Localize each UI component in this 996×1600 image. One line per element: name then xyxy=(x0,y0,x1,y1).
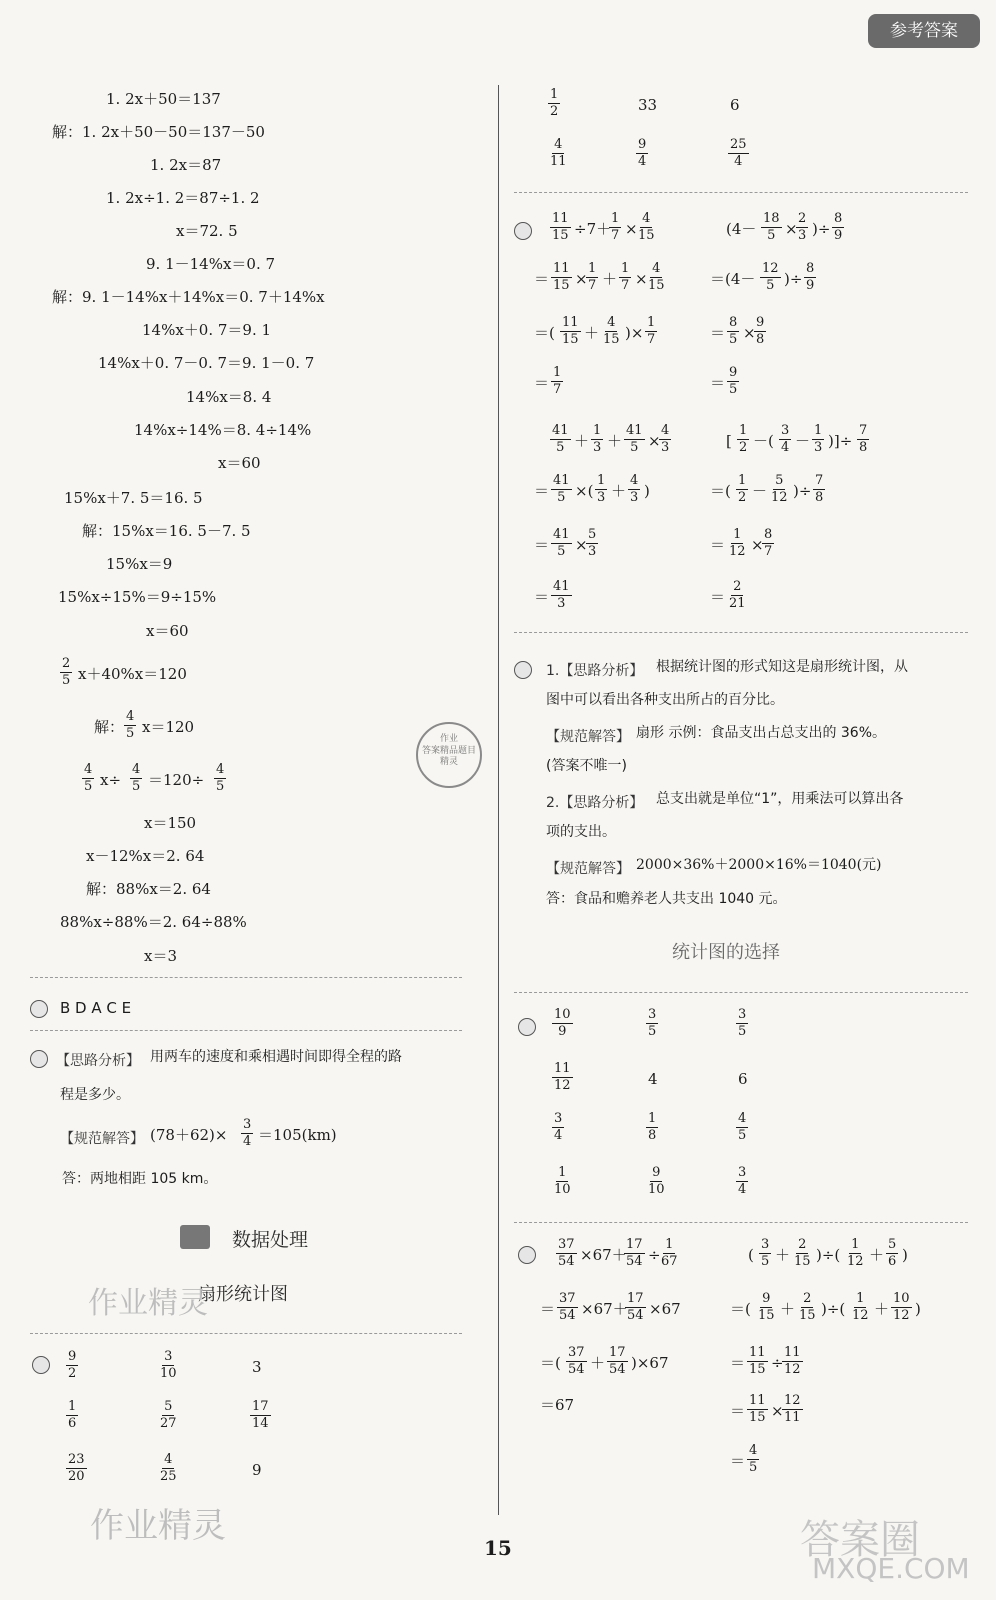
question-number-icon xyxy=(514,661,532,679)
fraction: $\frac{4}{5}$ xyxy=(216,762,225,794)
fraction: $\frac{5}{27}$ xyxy=(160,1399,177,1431)
answer-label: 【规范解答】 xyxy=(546,861,630,877)
column-divider xyxy=(498,85,499,1515)
fraction: $\frac{1}{2}$ xyxy=(738,473,747,505)
expression-text: × xyxy=(771,1402,784,1420)
fraction: $\frac{9}{8}$ xyxy=(756,315,765,347)
answer-label: 【规范解答】 xyxy=(60,1131,144,1147)
fraction: $\frac{1}{12}$ xyxy=(729,527,746,559)
fraction: $\frac{3}{5}$ xyxy=(648,1007,657,1039)
fraction: $\frac{17}{54}$ xyxy=(627,1291,644,1323)
expression-text: )×67 xyxy=(631,1354,669,1372)
fraction: $\frac{5}{12}$ xyxy=(771,473,788,505)
expression-text: ＝ xyxy=(710,374,726,392)
expression-text: ＝( xyxy=(710,482,731,500)
fraction: $\frac{7}{8}$ xyxy=(815,473,824,505)
expression-text: － xyxy=(752,482,768,500)
expression-text: ) xyxy=(902,1246,908,1264)
analysis-label: 【思路分析】 xyxy=(56,1053,140,1069)
fraction: $\frac{1}{67}$ xyxy=(661,1237,678,1269)
fraction: $\frac{11}{15}$ xyxy=(749,1345,766,1377)
answer-expression: ＝105(km) xyxy=(258,1126,337,1144)
eq-line: 1. 2x＋50＝137 xyxy=(106,90,221,108)
fraction: $\frac{9}{4}$ xyxy=(638,137,647,169)
expression-text: × xyxy=(635,270,648,288)
fraction: $\frac{4}{25}$ xyxy=(160,1452,177,1484)
expression-text: ×67＋ xyxy=(581,1300,628,1318)
expression-text: 6 xyxy=(730,96,740,114)
expression-text: ) xyxy=(915,1300,921,1318)
expression-text: ( xyxy=(748,1246,754,1264)
eq-line: 14%x＋0. 7－0. 7＝9. 1－0. 7 xyxy=(98,354,315,372)
expression-text: )]÷ xyxy=(828,432,853,450)
fraction: $\frac{5}{3}$ xyxy=(588,527,597,559)
eq-line: 解：88%x＝2. 64 xyxy=(86,880,211,898)
answer-text: 扇形 示例：食品支出占总支出的 36%。 xyxy=(636,725,887,741)
expression-text: ×67＋ xyxy=(580,1246,627,1264)
footer-watermark: 答案圈 xyxy=(800,1517,920,1563)
expression-text: ＝ xyxy=(730,1354,746,1372)
fraction: $\frac{1}{7}$ xyxy=(611,211,620,243)
fraction: $\frac{11}{12}$ xyxy=(554,1061,571,1093)
analysis-label: 1.【思路分析】 xyxy=(546,663,644,679)
fraction: $\frac{37}{54}$ xyxy=(568,1345,585,1377)
expression-text: ＋ xyxy=(584,324,600,342)
fraction: $\frac{41}{5}$ xyxy=(553,473,570,505)
fraction: $\frac{1}{8}$ xyxy=(648,1111,657,1143)
fraction: $\frac{4}{15}$ xyxy=(603,315,620,347)
stamp-seal: 作业 答案精品题目 精灵 xyxy=(416,722,482,788)
eq-line: x＝3 xyxy=(144,947,178,965)
fraction: $\frac{41}{5}$ xyxy=(553,527,570,559)
fraction: $\frac{3}{4}$ xyxy=(781,423,790,455)
question-number-icon xyxy=(32,1356,50,1374)
eq-line: 15%x÷15%＝9÷15% xyxy=(58,588,217,606)
watermark-text: 作业精灵 xyxy=(88,1286,208,1321)
fraction: $\frac{9}{2}$ xyxy=(68,1349,77,1381)
expression-text: × xyxy=(648,432,661,450)
expression-text: ) xyxy=(644,482,650,500)
fraction: $\frac{4}{15}$ xyxy=(638,211,655,243)
eq-line: 15%x＋7. 5＝16. 5 xyxy=(64,489,203,507)
expression-text: ＋ xyxy=(780,1300,796,1318)
answer-expression: (78＋62)× xyxy=(150,1126,228,1144)
fraction: $\frac{37}{54}$ xyxy=(559,1291,576,1323)
eq-line: 解：15%x＝16. 5－7. 5 xyxy=(82,522,251,540)
fraction: $\frac{4}{5}$ xyxy=(126,709,135,741)
expression-text: )× xyxy=(625,324,644,342)
expression-text: (4－ xyxy=(726,220,757,238)
page-number: 15 xyxy=(484,1536,512,1560)
expression-text: ＋ xyxy=(775,1246,791,1264)
fraction: $\frac{4}{15}$ xyxy=(648,261,665,293)
answer-conclusion: 答：食品和赡养老人共支出 1040 元。 xyxy=(546,891,787,907)
analysis-text: 项的支出。 xyxy=(546,824,616,840)
fraction: $\frac{11}{12}$ xyxy=(784,1345,801,1377)
fraction: $\frac{17}{54}$ xyxy=(609,1345,626,1377)
section-divider xyxy=(514,192,968,193)
expression-text: )÷( xyxy=(816,1246,841,1264)
eq-line: 14%x＋0. 7＝9. 1 xyxy=(142,321,272,339)
question-number-icon xyxy=(518,1246,536,1264)
expression-text: ＝ xyxy=(534,588,550,606)
answer-expression: 2000×36%＋2000×16%＝1040(元) xyxy=(636,857,882,873)
fraction: $\frac{23}{20}$ xyxy=(68,1452,85,1484)
eq-line: 解： xyxy=(94,718,125,736)
expression-text: ＋ xyxy=(607,432,623,450)
expression-text: ＝( xyxy=(534,324,555,342)
section-divider xyxy=(30,977,462,978)
expression-text: )÷( xyxy=(821,1300,846,1318)
fraction: $\frac{1}{3}$ xyxy=(593,423,602,455)
fraction: $\frac{11}{15}$ xyxy=(553,261,570,293)
expression-text: ＝( xyxy=(540,1354,561,1372)
section-title: 扇形统计图 xyxy=(198,1284,288,1305)
fraction: $\frac{9}{15}$ xyxy=(758,1291,775,1323)
fraction: $\frac{4}{5}$ xyxy=(749,1443,758,1475)
expression-text: ＝ xyxy=(534,536,550,554)
section-divider xyxy=(30,1333,462,1334)
question-number-icon xyxy=(30,1050,48,1068)
section-title: 统计图的选择 xyxy=(672,942,780,963)
fraction: $\frac{1}{12}$ xyxy=(847,1237,864,1269)
eq-line: 1. 2x÷1. 2＝87÷1. 2 xyxy=(106,189,260,207)
eq-line: 14%x÷14%＝8. 4÷14% xyxy=(134,421,312,439)
expression-text: 4 xyxy=(648,1070,658,1088)
section-divider xyxy=(514,992,968,993)
expression-text: 3 xyxy=(252,1358,262,1376)
eq-line: 解：9. 1－14%x＋14%x＝0. 7＋14%x xyxy=(52,288,325,306)
expression-text: －( xyxy=(753,432,774,450)
watermark-text: 作业精灵 xyxy=(90,1506,226,1546)
fraction: $\frac{5}{6}$ xyxy=(888,1237,897,1269)
eq-line: x＝72. 5 xyxy=(176,222,238,240)
expression-text: × xyxy=(575,536,588,554)
fraction: $\frac{1}{7}$ xyxy=(647,315,656,347)
fraction: $\frac{4}{5}$ xyxy=(738,1111,747,1143)
fraction: $\frac{12}{5}$ xyxy=(762,261,779,293)
fraction: $\frac{1}{12}$ xyxy=(852,1291,869,1323)
expression-text: )÷ xyxy=(812,220,831,238)
section-divider xyxy=(30,1030,462,1031)
fraction: $\frac{4}{3}$ xyxy=(630,473,639,505)
fraction: $\frac{1}{7}$ xyxy=(621,261,630,293)
fraction: $\frac{8}{9}$ xyxy=(834,211,843,243)
expression-text: [ xyxy=(726,432,732,450)
fraction: $\frac{1}{3}$ xyxy=(597,473,606,505)
fraction: $\frac{17}{54}$ xyxy=(626,1237,643,1269)
fraction: $\frac{2}{15}$ xyxy=(799,1291,816,1323)
fraction: $\frac{2}{15}$ xyxy=(794,1237,811,1269)
expression-text: ＝ xyxy=(730,1402,746,1420)
expression-text: ÷7＋ xyxy=(574,220,612,238)
chapter-title: 数据处理 xyxy=(232,1229,309,1251)
expression-text: ÷ xyxy=(771,1354,784,1372)
footer-watermark-url: MXQE.COM xyxy=(812,1552,970,1585)
fraction: $\frac{3}{10}$ xyxy=(160,1349,177,1381)
eq-line: x＝60 xyxy=(218,454,261,472)
analysis-text: 用两车的速度和乘相遇时间即得全程的路 xyxy=(150,1049,402,1065)
expression-text: ＝ xyxy=(534,270,550,288)
fraction: $\frac{4}{5}$ xyxy=(132,762,141,794)
eq-line: x＝60 xyxy=(146,622,189,640)
expression-text: ＋ xyxy=(590,1354,606,1372)
section-divider xyxy=(514,1222,968,1223)
fraction: $\frac{12}{11}$ xyxy=(784,1393,801,1425)
eq-line: x÷ xyxy=(100,771,122,789)
fraction: $\frac{4}{5}$ xyxy=(84,762,93,794)
expression-text: ×67 xyxy=(649,1300,681,1318)
fraction: $\frac{9}{5}$ xyxy=(729,365,738,397)
fraction: $\frac{1}{2}$ xyxy=(739,423,748,455)
expression-text: 33 xyxy=(638,96,658,114)
fraction: $\frac{11}{15}$ xyxy=(562,315,579,347)
fraction: $\frac{10}{12}$ xyxy=(893,1291,910,1323)
eq-line: 15%x＝9 xyxy=(106,555,173,573)
expression-text: × xyxy=(785,220,798,238)
expression-text: ＝ xyxy=(710,588,726,606)
fraction: $\frac{3}{5}$ xyxy=(738,1007,747,1039)
expression-text: ＝( xyxy=(730,1300,751,1318)
eq-line: 9. 1－14%x＝0. 7 xyxy=(146,255,276,273)
expression-text: × xyxy=(625,220,638,238)
question-number-icon xyxy=(514,222,532,240)
answer-note: (答案不唯一) xyxy=(546,758,627,774)
expression-text: ＋ xyxy=(602,270,618,288)
fraction: $\frac{8}{5}$ xyxy=(729,315,738,347)
expression-text: ÷ xyxy=(648,1246,661,1264)
answers-header-tab: 参考答案 xyxy=(868,14,980,48)
fraction: $\frac{9}{10}$ xyxy=(648,1165,665,1197)
eq-line: 88%x÷88%＝2. 64÷88% xyxy=(60,913,247,931)
fraction: $\frac{25}{4}$ xyxy=(730,137,747,169)
analysis-text: 程是多少。 xyxy=(60,1087,130,1103)
fraction: $\frac{3}{4}$ xyxy=(554,1111,563,1143)
eq-line: 1. 2x＝87 xyxy=(150,156,222,174)
chapter-icon xyxy=(180,1225,210,1249)
analysis-text: 图中可以看出各种支出所占的百分比。 xyxy=(546,692,784,708)
fraction: $\frac{7}{8}$ xyxy=(859,423,868,455)
eq-line: 解：1. 2x＋50－50＝137－50 xyxy=(52,123,265,141)
expression-text: ＝67 xyxy=(540,1396,575,1414)
eq-line: 14%x＝8. 4 xyxy=(186,388,272,406)
fraction: $\frac{1}{3}$ xyxy=(814,423,823,455)
answer-conclusion: 答：两地相距 105 km。 xyxy=(62,1171,218,1187)
fraction: $\frac{1}{10}$ xyxy=(554,1165,571,1197)
expression-text: ＋ xyxy=(869,1246,885,1264)
expression-text: ＝ xyxy=(540,1300,556,1318)
choice-answers: B D A C E xyxy=(60,999,132,1017)
fraction: $\frac{4}{3}$ xyxy=(661,423,670,455)
expression-text: 9 xyxy=(252,1461,262,1479)
expression-text: )÷ xyxy=(784,270,803,288)
eq-line: x－12%x＝2. 64 xyxy=(86,847,205,865)
analysis-text: 总支出就是单位“1”，用乘法可以算出各 xyxy=(656,791,904,807)
eq-line: x＝150 xyxy=(144,814,197,832)
fraction: $\frac{8}{7}$ xyxy=(764,527,773,559)
fraction: $\frac{41}{5}$ xyxy=(626,423,643,455)
fraction: $\frac{2}{21}$ xyxy=(729,579,746,611)
fraction: $\frac{8}{9}$ xyxy=(806,261,815,293)
fraction: $\frac{1}{7}$ xyxy=(553,365,562,397)
fraction: $\frac{3}{5}$ xyxy=(761,1237,770,1269)
fraction: $\frac{1}{2}$ xyxy=(550,87,559,119)
expression-text: × xyxy=(743,324,756,342)
fraction: $\frac{1}{7}$ xyxy=(588,261,597,293)
fraction: $\frac{37}{54}$ xyxy=(558,1237,575,1269)
expression-text: ＋ xyxy=(611,482,627,500)
fraction: $\frac{10}{9}$ xyxy=(554,1007,571,1039)
fraction: $\frac{4}{11}$ xyxy=(550,137,567,169)
expression-text: － xyxy=(795,432,811,450)
eq-line: ＝120÷ xyxy=(148,771,205,789)
fraction: $\frac{41}{3}$ xyxy=(553,579,570,611)
answer-label: 【规范解答】 xyxy=(546,729,630,745)
fraction: $\frac{3}{4}$ xyxy=(738,1165,747,1197)
fraction: $\frac{2}{5}$ xyxy=(62,656,71,688)
fraction: $\frac{1}{6}$ xyxy=(68,1399,77,1431)
eq-line: x＝120 xyxy=(142,718,195,736)
expression-text: ＝ xyxy=(710,536,726,554)
question-number-icon xyxy=(518,1018,536,1036)
expression-text: 6 xyxy=(738,1070,748,1088)
expression-text: ×( xyxy=(575,482,594,500)
fraction: $\frac{18}{5}$ xyxy=(763,211,780,243)
expression-text: ＝ xyxy=(710,324,726,342)
fraction: $\frac{41}{5}$ xyxy=(552,423,569,455)
fraction: $\frac{11}{15}$ xyxy=(749,1393,766,1425)
section-divider xyxy=(514,632,968,633)
expression-text: ＋ xyxy=(574,432,590,450)
expression-text: ＝ xyxy=(730,1452,746,1470)
expression-text: ＋ xyxy=(874,1300,890,1318)
analysis-text: 根据统计图的形式知这是扇形统计图，从 xyxy=(656,659,908,675)
question-number-icon xyxy=(30,1000,48,1018)
eq-line: x＋40%x＝120 xyxy=(78,665,187,683)
fraction: $\frac{2}{3}$ xyxy=(798,211,807,243)
expression-text: × xyxy=(751,536,764,554)
expression-text: ＝ xyxy=(534,482,550,500)
expression-text: ＝(4－ xyxy=(710,270,756,288)
expression-text: × xyxy=(575,270,588,288)
expression-text: ＝ xyxy=(534,374,550,392)
expression-text: )÷ xyxy=(793,482,812,500)
fraction: $\frac{11}{15}$ xyxy=(552,211,569,243)
fraction: $\frac{17}{14}$ xyxy=(252,1399,269,1431)
fraction: $\frac{3}{4}$ xyxy=(243,1117,252,1149)
analysis-label: 2.【思路分析】 xyxy=(546,795,644,811)
